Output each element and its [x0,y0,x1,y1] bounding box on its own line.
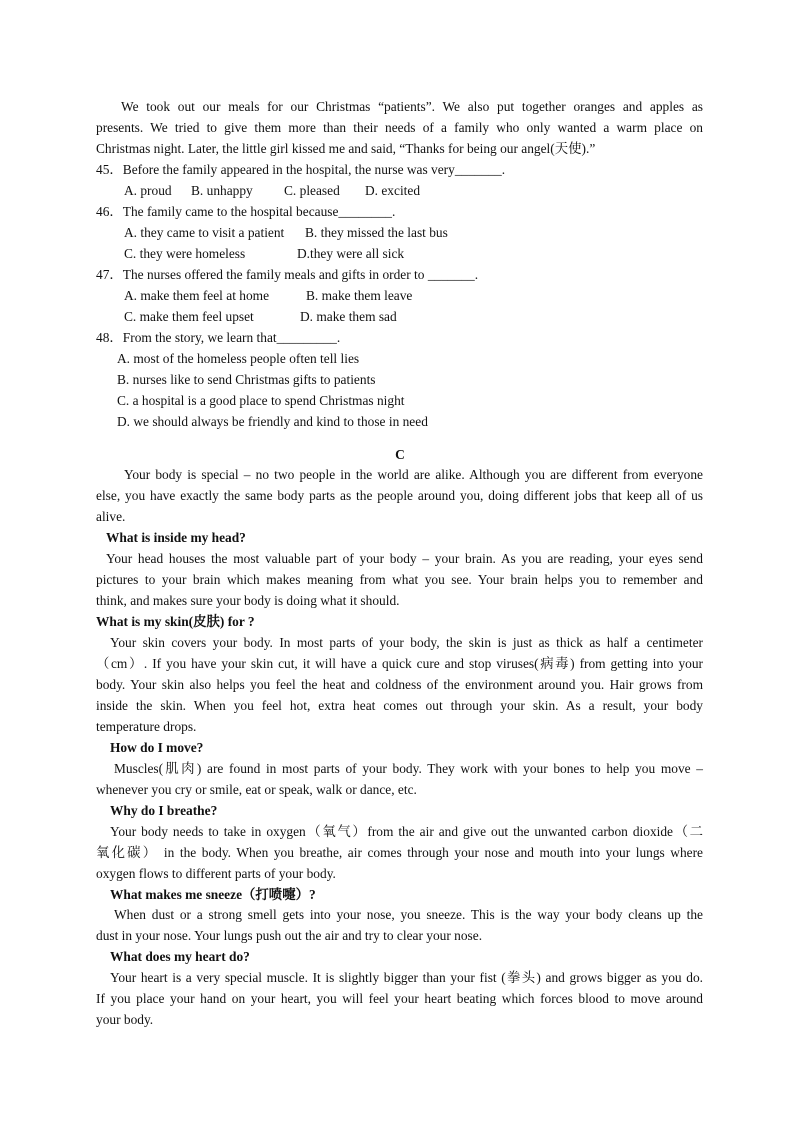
breathe-line-3: oxygen flows to different parts of your body. [96,866,336,881]
breathe-line-1: Your body needs to take in oxygen（氧气）from the air and give out the unwanted carbon dioxide（二 [110,824,703,839]
passage-c-title: C [395,447,405,462]
question-47-stem: 47．The nurses offered the family meals and gifts in order to _______. [96,267,479,282]
question-47-option-a: A. make them feel at home [124,288,270,303]
intro-line-1: Your body is special – no two people in the world are alike. Although you are different from everyone [124,467,703,482]
question-46-stem: 46．The family came to the hospital because________. [96,204,396,219]
question-46-option-c: C. they were homeless [124,246,246,261]
skin-line-1: Your skin covers your body. In most parts of your body, the skin is just as thick as half a centimeter [110,635,703,650]
question-47-option-c: C. make them feel upset [124,309,254,324]
section-heading-skin: What is my skin(皮肤) for ? [96,614,255,629]
question-45-stem: 45．Before the family appeared in the hospital, the nurse was very_______. [96,162,506,177]
question-48-option-b: B. nurses like to send Christmas gifts to patients [117,372,376,387]
section-heading-head: What is inside my head? [106,530,246,545]
sneeze-line-1: When dust or a strong smell gets into your nose, you sneeze. This is the way your body cleans up the [114,907,703,922]
question-45-option-c: C. pleased [284,183,340,198]
question-48-option-d: D. we should always be friendly and kind to those in need [117,414,428,429]
intro-line-2: else, you have exactly the same body parts as the people around you, doing different jobs that keep all of us [96,488,703,503]
head-line-3: think, and makes sure your body is doing what it should. [96,593,400,608]
skin-line-5: temperature drops. [96,719,197,734]
intro-line-3: alive. [96,509,126,524]
question-46-option-d: D.they were all sick [297,246,405,261]
question-48-option-a: A. most of the homeless people often tell lies [117,351,360,366]
move-line-1: Muscles(肌肉) are found in most parts of your body. They work with your bones to help you move – [114,761,703,776]
heart-line-2: If you place your hand on your heart, you will feel your heart beating which forces blood to move around [96,991,703,1006]
head-line-1: Your head houses the most valuable part of your body – your brain. As you are reading, your eyes send [106,551,703,566]
sneeze-line-2: dust in your nose. Your lungs push out the air and try to clear your nose. [96,928,483,943]
section-heading-breathe: Why do I breathe? [110,803,218,818]
move-line-2: whenever you cry or smile, eat or speak, walk or dance, etc. [96,782,417,797]
head-line-2: pictures to your brain which makes meaning from what you see. Your brain helps you to remember and [96,572,703,587]
question-45-option-d: D. excited [365,183,421,198]
section-heading-heart: What does my heart do? [110,949,250,964]
breathe-line-2: 氧化碳） in the body. When you breathe, air comes through your nose and mouth into your lungs where [96,845,703,860]
question-48-stem: 48．From the story, we learn that_________. [96,330,341,345]
question-45-option-b: B. unhappy [191,183,253,198]
skin-line-2: （cm）. If you have your skin cut, it will have a quick cure and stop viruses(病毒) from getting into your [96,656,703,671]
skin-line-4: inside the skin. When you feel hot, extra heat comes out through your skin. As a result, your body [96,698,703,713]
question-45-option-a: A. proud [124,183,172,198]
passage-b-line-1: We took out our meals for our Christmas “patients”. We also put together oranges and apples as [121,99,703,114]
question-46-option-a: A. they came to visit a patient [124,225,285,240]
section-heading-sneeze: What makes me sneeze（打喷嚏）? [110,887,316,902]
passage-b-line-2: presents. We tried to give them more than their needs of a family who only wanted a warm place on [96,120,703,135]
question-47-option-d: D. make them sad [300,309,397,324]
question-48-option-c: C. a hospital is a good place to spend Christmas night [117,393,405,408]
section-heading-move: How do I move? [110,740,204,755]
question-47-option-b: B. make them leave [306,288,413,303]
heart-line-3: your body. [96,1012,154,1027]
skin-line-3: body. Your skin also helps you feel the heat and coldness of the environment around you. Hair grows from [96,677,703,692]
question-46-option-b: B. they missed the last bus [305,225,448,240]
heart-line-1: Your heart is a very special muscle. It is slightly bigger than your fist (拳头) and grows bigger as you do. [110,970,703,985]
passage-b-line-3: Christmas night. Later, the little girl kissed me and said, “Thanks for being our angel(天使).” [96,141,596,156]
